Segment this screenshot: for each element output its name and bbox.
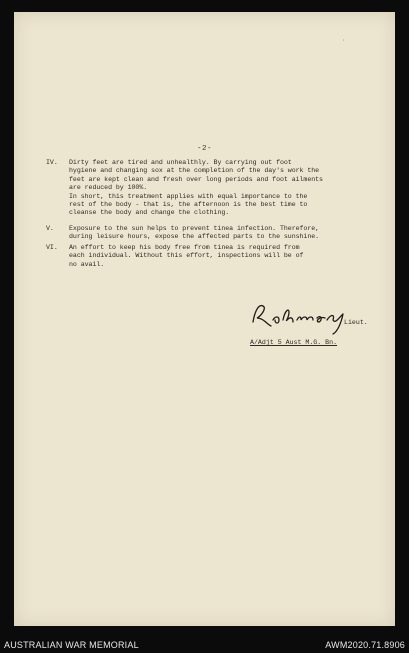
footer-institution: AUSTRALIAN WAR MEMORIAL	[4, 640, 139, 650]
paragraph-iv	[46, 159, 370, 218]
signatory-rank: Lieut.	[344, 319, 368, 326]
paragraph-text: Exposure to the sun helps to prevent tinea infection. Therefore, during leisure hours, expose the affected parts to the sunshine.	[69, 225, 320, 241]
paragraph-vi	[46, 244, 370, 269]
paragraph-number: IV.	[46, 159, 58, 166]
paragraph-v	[46, 225, 370, 242]
page-number: -2-	[196, 145, 212, 153]
footer-reference: AWM2020.71.8906	[325, 640, 405, 650]
paragraph-text: An effort to keep his body free from tinea is required from each individual. Without this effort, inspections will be of no avail.	[69, 244, 304, 268]
signatory-unit: A/Adjt 5 Aust M.G. Bn.	[250, 339, 338, 346]
paragraph-number: VI.	[46, 244, 58, 251]
paper-mark: ·	[342, 37, 346, 44]
document-page	[14, 12, 395, 626]
handwritten-signature	[249, 296, 369, 336]
paragraph-text: Dirty feet are tired and unhealthly. By carrying out foot hygiene and changing sox at the completion of the day's work the feet are kept clean and fresh over long periods and foot ailments are reduced by 100%. In short, this treatment applies with equal importance to the rest of the body - that is, the afternoon is the best time to cleanse the body and change the clothing.	[69, 159, 323, 217]
paragraph-number: V.	[46, 225, 54, 232]
